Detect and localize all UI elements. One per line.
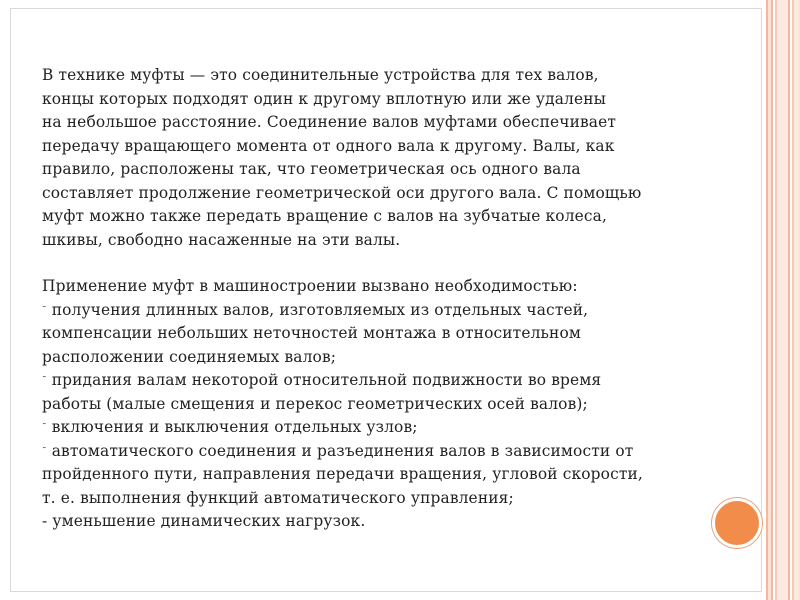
list-item-text: получения длинных валов, изготовляемых из отдельных частей, компенсации небольших неточностей монтажа в относительном расположении соединяемых валов;	[42, 300, 589, 366]
list-item-text: - уменьшение динамических нагрузок.	[42, 512, 366, 530]
bullet-mark: ˜	[42, 305, 47, 316]
list-item-text: автоматического соединения и разъединения валов в зависимости от пройденного пути, направления передачи вращения, угловой скорости, т. е. выполнения функций автоматического управления;	[42, 441, 643, 507]
paragraph-intro: Применение муфт в машиностроении вызвано необходимостью:	[42, 277, 578, 295]
decorative-side-stripes	[766, 0, 800, 600]
list-item	[42, 299, 742, 370]
list-item	[42, 369, 742, 416]
list-item	[42, 416, 742, 440]
list-item	[42, 440, 742, 511]
bullet-mark: ˜	[42, 423, 47, 433]
list-item-text: включения и выключения отдельных узлов;	[46, 418, 418, 436]
list-item	[42, 510, 742, 534]
bullet-mark: ˜	[42, 376, 47, 386]
bullet-mark: ˜	[42, 446, 47, 457]
paragraph-gap	[42, 252, 742, 275]
paragraph-couplings-definition: В технике муфты — это соединительные устройства для тех валов, концы которых подходят один к другому вплотную или же удалены на небольшое расстояние. Соединение валов муфтами обеспечивает передачу вращающего момента от одного вала к другому. Валы, как правило, расположены так, что геометрическая ось одного вала составляет продолжение геометрической оси другого вала. С помощью муфт можно также передать вращение с валов на зубчатые колеса, шкивы, свободно насаженные на эти валы.	[42, 66, 642, 249]
list-item-text: придания валам некоторой относительной подвижности во время работы (малые смещения и перекос геометрических осей валов);	[42, 371, 602, 413]
slide-body-text	[42, 64, 742, 534]
requirements-list	[42, 299, 742, 534]
